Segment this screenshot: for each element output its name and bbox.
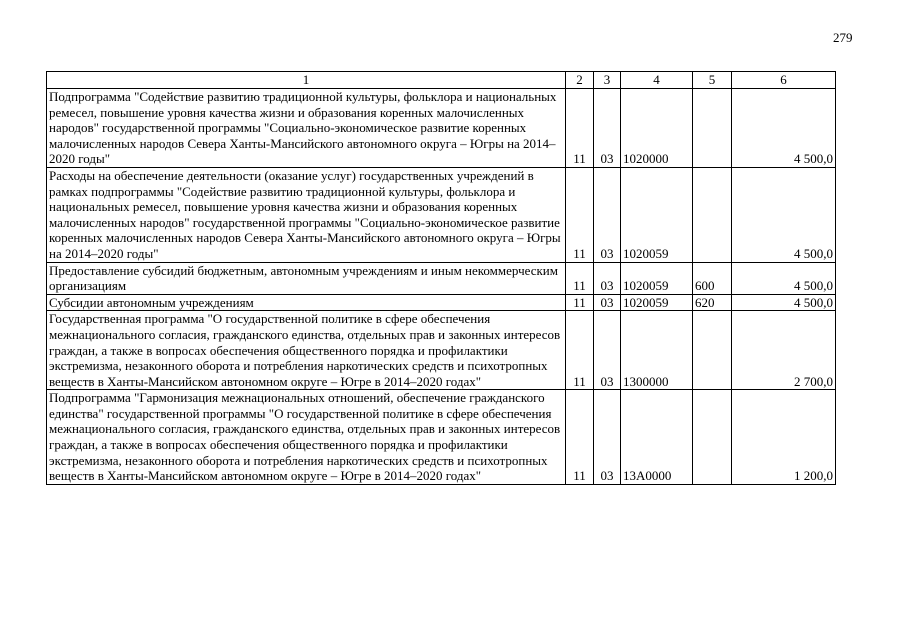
section-code: 11 xyxy=(566,311,594,390)
expense-type-code: 620 xyxy=(693,294,732,311)
item-name: Подпрограмма "Содействие развитию традиционной культуры, фольклора и национальных ремесел, повышение уровня качества жизни и образования коренных малочисленных народов" государственной программы "Социально-экономическое развитие коренных малочисленных народов Севера Ханты-Мансийского автономного округа – Югры на 2014–2020 годы" xyxy=(47,89,566,168)
section-code: 11 xyxy=(566,262,594,294)
item-name: Расходы на обеспечение деятельности (оказание услуг) государственных учреждений в рамках подпрограммы "Содействие развитию традиционной культуры, фольклора и национальных ремесел, повышение уровня качества жизни и образования коренных малочисленных народов" государственной программы "Социально-экономическое развитие коренных малочисленных народов Севера Ханты-Мансийского автономного округа – Югры на 2014–2020 годы" xyxy=(47,167,566,262)
subsection-code: 03 xyxy=(594,390,621,485)
table-header-row xyxy=(47,72,836,89)
target-code: 1020000 xyxy=(621,89,693,168)
table-row xyxy=(47,167,836,262)
item-name: Государственная программа "О государственной политике в сфере обеспечения межнационального согласия, гражданского единства, отдельных прав и законных интересов граждан, а также в вопросах обеспечения общественного порядка и профилактики экстремизма, незаконного оборота и потребления наркотических средств и психотропных веществ в Ханты-Мансийском автономном округе – Югре в 2014–2020 годах" xyxy=(47,311,566,390)
expense-type-code xyxy=(693,311,732,390)
item-name: Субсидии автономным учреждениям xyxy=(47,294,566,311)
expense-type-code xyxy=(693,167,732,262)
expense-type-code xyxy=(693,390,732,485)
amount: 4 500,0 xyxy=(732,167,836,262)
item-name: Предоставление субсидий бюджетным, автономным учреждениям и иным некоммерческим организациям xyxy=(47,262,566,294)
target-code: 1300000 xyxy=(621,311,693,390)
section-code: 11 xyxy=(566,390,594,485)
section-code: 11 xyxy=(566,89,594,168)
table-row xyxy=(47,262,836,294)
table-row xyxy=(47,89,836,168)
amount: 4 500,0 xyxy=(732,294,836,311)
header-cell: 3 xyxy=(594,72,621,89)
subsection-code: 03 xyxy=(594,167,621,262)
target-code: 1020059 xyxy=(621,167,693,262)
table-row xyxy=(47,311,836,390)
expense-type-code xyxy=(693,89,732,168)
table-row xyxy=(47,294,836,311)
header-cell: 4 xyxy=(621,72,693,89)
section-code: 11 xyxy=(566,294,594,311)
header-cell: 2 xyxy=(566,72,594,89)
table-row xyxy=(47,390,836,485)
header-cell: 6 xyxy=(732,72,836,89)
amount: 4 500,0 xyxy=(732,262,836,294)
budget-table xyxy=(46,71,836,485)
header-cell: 1 xyxy=(47,72,566,89)
item-name: Подпрограмма "Гармонизация межнациональных отношений, обеспечение гражданского единства" государственной программы "О государственной политике в сфере обеспечения межнационального согласия, гражданского единства, отдельных прав и законных интересов граждан, а также в вопросах обеспечения общественного порядка и профилактики экстремизма, незаконного оборота и потребления наркотических средств и психотропных веществ в Ханты-Мансийском автономном округе – Югре в 2014–2020 годах" xyxy=(47,390,566,485)
target-code: 1020059 xyxy=(621,294,693,311)
amount: 4 500,0 xyxy=(732,89,836,168)
section-code: 11 xyxy=(566,167,594,262)
target-code: 13А0000 xyxy=(621,390,693,485)
subsection-code: 03 xyxy=(594,262,621,294)
header-cell: 5 xyxy=(693,72,732,89)
amount: 2 700,0 xyxy=(732,311,836,390)
amount: 1 200,0 xyxy=(732,390,836,485)
target-code: 1020059 xyxy=(621,262,693,294)
page-number: 279 xyxy=(833,30,853,45)
expense-type-code: 600 xyxy=(693,262,732,294)
subsection-code: 03 xyxy=(594,294,621,311)
subsection-code: 03 xyxy=(594,89,621,168)
subsection-code: 03 xyxy=(594,311,621,390)
